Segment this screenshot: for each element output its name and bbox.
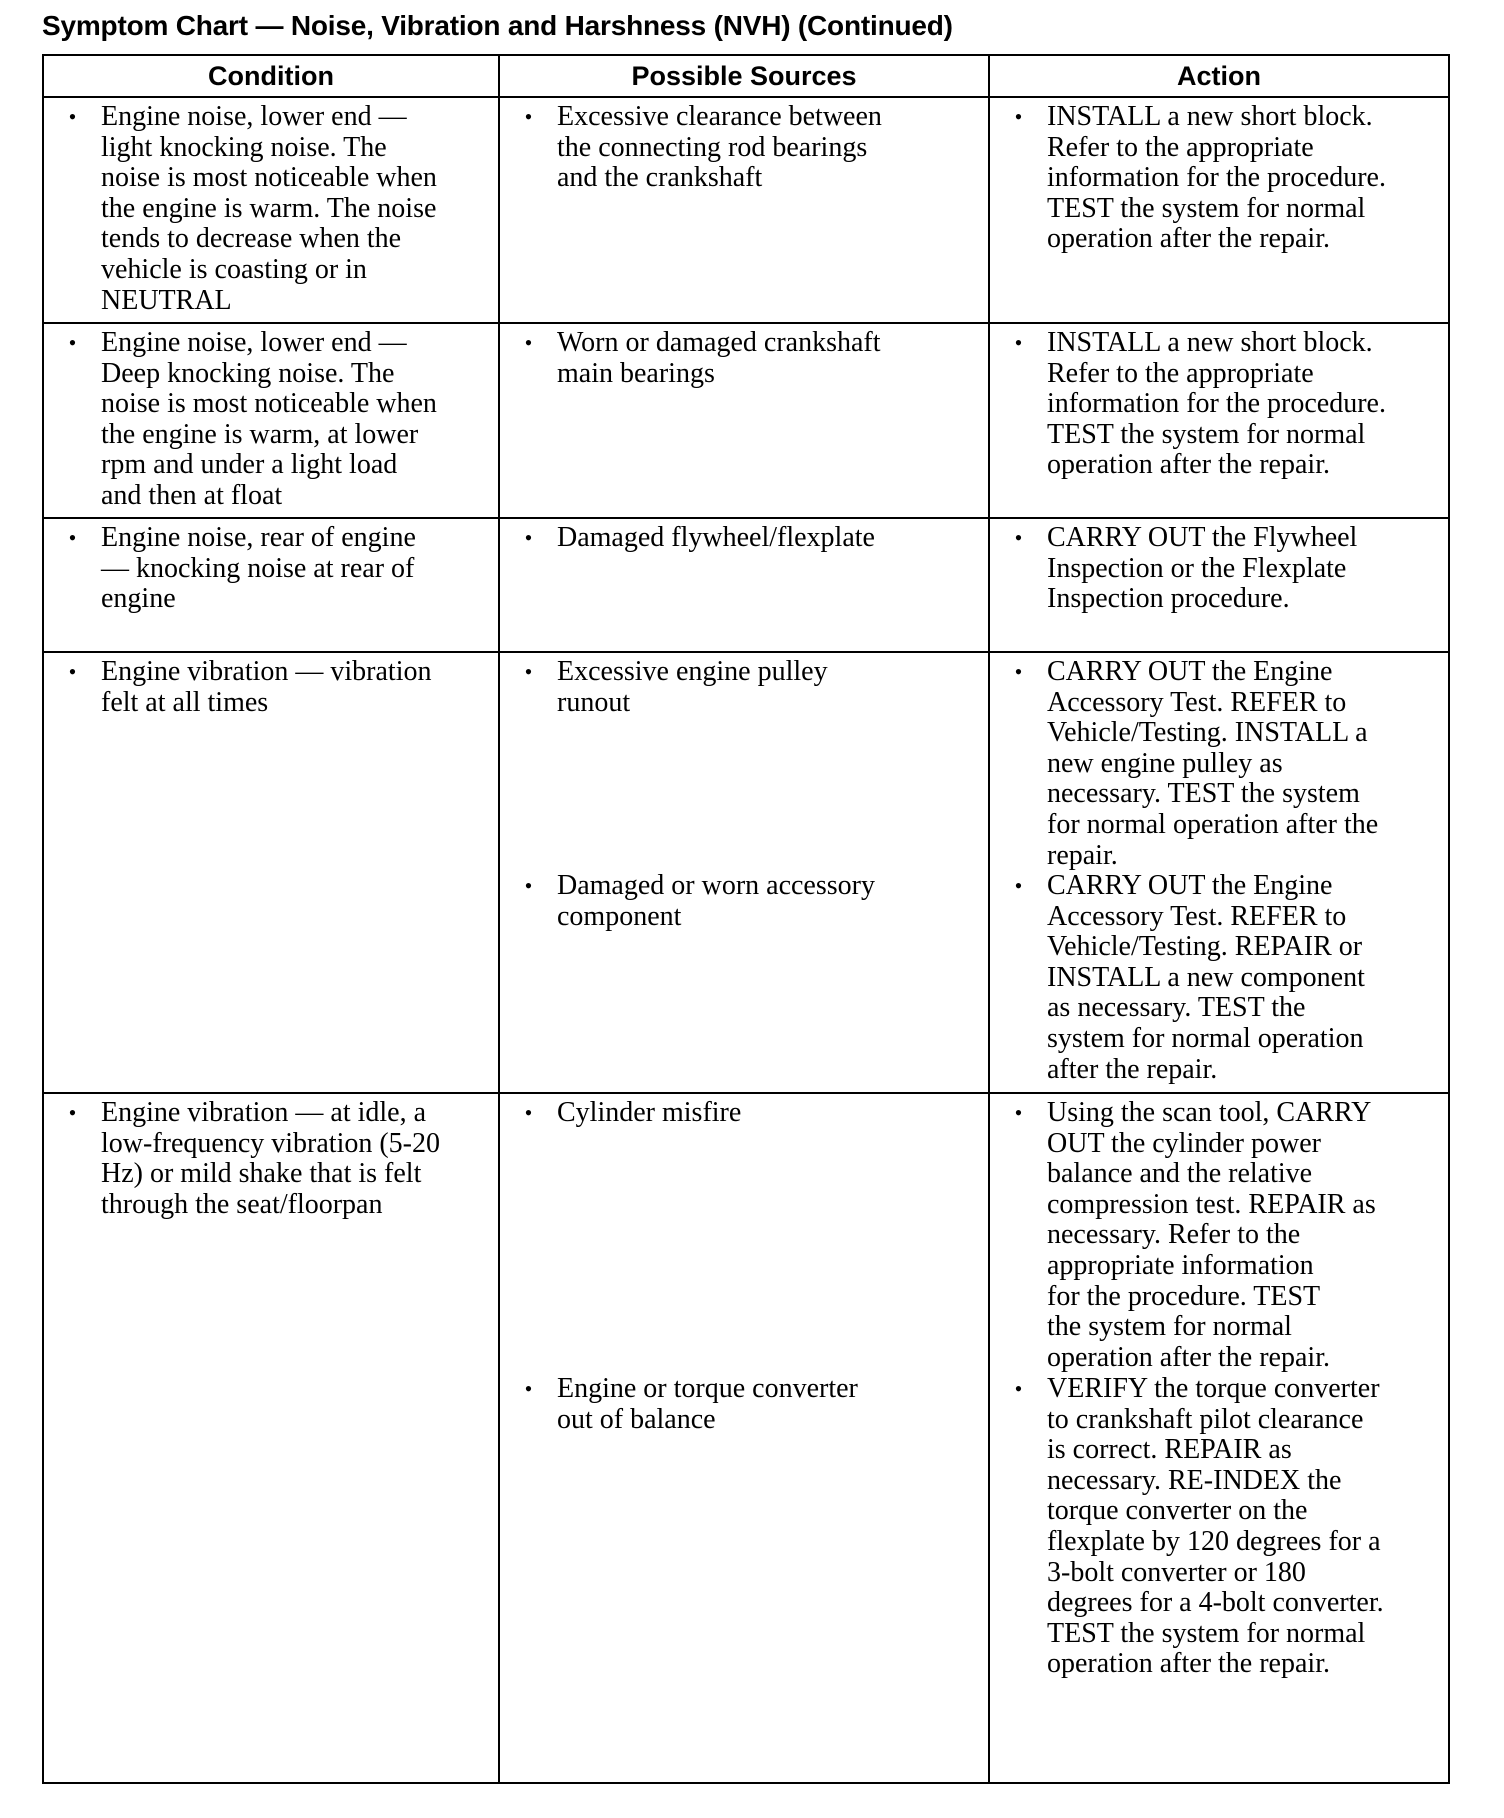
- condition-cell: [43, 652, 499, 1093]
- bullet-icon: •: [1014, 1376, 1023, 1401]
- sources-cell: [499, 323, 989, 518]
- action-entry: [990, 1098, 1442, 1373]
- symptom-table: [42, 54, 1450, 1784]
- source-text: Worn or damaged crankshaft main bearings: [557, 327, 881, 389]
- header-condition: Condition: [43, 55, 499, 97]
- action-text: Using the scan tool, CARRY OUT the cylinder power balance and the relative compression test. REPAIR as necessary. Refer to the appropriate information for the procedure. TEST the system for normal operation after the repair.: [1047, 1097, 1376, 1373]
- bullet-icon: •: [524, 659, 533, 684]
- table-row: [43, 97, 1449, 323]
- source-text: Cylinder misfire: [557, 1097, 742, 1128]
- condition-text: Engine vibration — at idle, a low-frequency vibration (5-20 Hz) or mild shake that is felt through the seat/floorpan: [101, 1097, 440, 1220]
- condition-text: Engine noise, rear of engine — knocking noise at rear of engine: [101, 522, 416, 615]
- action-text: INSTALL a new short block. Refer to the appropriate information for the procedure. TEST the system for normal operation after the repair.: [1047, 101, 1386, 255]
- source-entry: [500, 523, 982, 554]
- table-row: [43, 652, 1449, 1093]
- sources-cell: [499, 518, 989, 652]
- bullet-icon: •: [1014, 659, 1023, 684]
- source-text: Damaged or worn accessory component: [557, 870, 875, 932]
- bullet-icon: •: [524, 1376, 533, 1401]
- bullet-icon: •: [1014, 1100, 1023, 1125]
- condition-text: Engine noise, lower end — Deep knocking noise. The noise is most noticeable when the engine is warm, at lower rpm and under a light load and then at float: [101, 327, 437, 511]
- condition-cell: [43, 323, 499, 518]
- sources-cell: [499, 97, 989, 323]
- action-text: INSTALL a new short block. Refer to the appropriate information for the procedure. TEST the system for normal operation after the repair.: [1047, 327, 1386, 481]
- bullet-icon: •: [68, 104, 77, 129]
- bullet-icon: •: [68, 330, 77, 355]
- source-entry: [500, 328, 982, 389]
- header-possible-sources: Possible Sources: [499, 55, 989, 97]
- source-text: Engine or torque converter out of balance: [557, 1373, 858, 1435]
- condition-cell: [43, 518, 499, 652]
- action-cell: [989, 1093, 1449, 1783]
- sources-cell: [499, 652, 989, 1093]
- bullet-icon: •: [524, 1100, 533, 1125]
- table-row: [43, 323, 1449, 518]
- bullet-icon: •: [1014, 873, 1023, 898]
- action-entry: [990, 328, 1442, 481]
- bullet-icon: •: [524, 525, 533, 550]
- action-text: CARRY OUT the Engine Accessory Test. REFER to Vehicle/Testing. REPAIR or INSTALL a new component as necessary. TEST the system for normal operation after the repair.: [1047, 870, 1365, 1085]
- condition-entry: [44, 1098, 492, 1220]
- action-entry: [990, 1374, 1442, 1680]
- condition-entry: [44, 523, 492, 615]
- bullet-icon: •: [68, 659, 77, 684]
- table-header-row: [43, 55, 1449, 97]
- bullet-icon: •: [68, 1100, 77, 1125]
- bullet-icon: •: [524, 330, 533, 355]
- bullet-icon: •: [524, 873, 533, 898]
- bullet-icon: •: [68, 525, 77, 550]
- sources-cell: [499, 1093, 989, 1783]
- condition-text: Engine vibration — vibration felt at all times: [101, 656, 432, 718]
- action-entry: [990, 523, 1442, 615]
- source-entry: [500, 871, 982, 932]
- table-row: [43, 1093, 1449, 1783]
- source-entry: [500, 1098, 982, 1129]
- page-title: Symptom Chart — Noise, Vibration and Harshness (NVH) (Continued): [42, 10, 953, 41]
- source-text: Excessive engine pulley runout: [557, 656, 828, 718]
- action-text: VERIFY the torque converter to crankshaft pilot clearance is correct. REPAIR as necessary. RE-INDEX the torque converter on the flexplate by 120 degrees for a 3-bolt converter or 180 degrees for a 4-bolt converter. TEST the system for normal operation after the repair.: [1047, 1373, 1384, 1680]
- source-text: Damaged flywheel/flexplate: [557, 522, 875, 553]
- condition-text: Engine noise, lower end — light knocking noise. The noise is most noticeable when the engine is warm. The noise tends to decrease when the vehicle is coasting or in NEUTRAL: [101, 101, 437, 316]
- action-entry: [990, 871, 1442, 1085]
- bullet-icon: •: [1014, 104, 1023, 129]
- condition-entry: [44, 657, 492, 718]
- source-entry: [500, 657, 982, 718]
- bullet-icon: •: [524, 104, 533, 129]
- table-row: [43, 518, 1449, 652]
- action-text: CARRY OUT the Flywheel Inspection or the Flexplate Inspection procedure.: [1047, 522, 1358, 615]
- source-entry: [500, 1374, 982, 1435]
- action-cell: [989, 323, 1449, 518]
- action-text: CARRY OUT the Engine Accessory Test. REFER to Vehicle/Testing. INSTALL a new engine pulley as necessary. TEST the system for normal operation after the repair.: [1047, 656, 1379, 871]
- source-text: Excessive clearance between the connecting rod bearings and the crankshaft: [557, 101, 882, 194]
- bullet-icon: •: [1014, 330, 1023, 355]
- action-cell: [989, 97, 1449, 323]
- bullet-icon: •: [1014, 525, 1023, 550]
- action-cell: [989, 652, 1449, 1093]
- header-action: Action: [989, 55, 1449, 97]
- condition-entry: [44, 102, 492, 316]
- action-entry: [990, 657, 1442, 871]
- condition-cell: [43, 1093, 499, 1783]
- action-cell: [989, 518, 1449, 652]
- condition-entry: [44, 328, 492, 512]
- condition-cell: [43, 97, 499, 323]
- action-entry: [990, 102, 1442, 255]
- source-entry: [500, 102, 982, 194]
